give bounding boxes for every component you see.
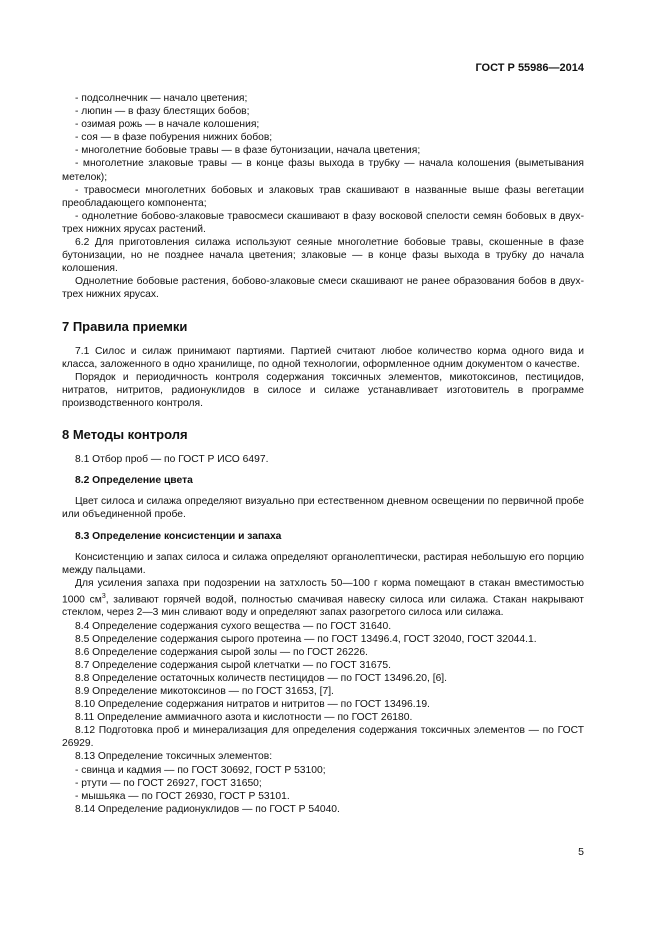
list-item: - мышьяка — по ГОСТ 26930, ГОСТ Р 53101. [75,790,290,802]
list-item: - ртути — по ГОСТ 26927, ГОСТ 31650; [75,777,262,789]
superscript-3: 3 [101,592,106,600]
list-item: - свинца и кадмия — по ГОСТ 30692, ГОСТ Р 53100; [75,764,326,776]
list-item: - подсолнечник — начало цветения; [75,93,248,104]
paragraph-7-1: 7.1 Силос и силаж принимают партиями. Партией считают любое количество корма одного вида и класса, заложенного в одно хранилище, по одной технологии, оформленное одним документом о качестве. [62,345,584,370]
section-8-title: 8 Методы контроля [62,427,188,443]
list-item: 8.7 Определение содержания сырой клетчатки — по ГОСТ 31675. [75,659,391,671]
list-item: 8.14 Определение радионуклидов — по ГОСТ Р 54040. [75,803,340,815]
list-item: 8.11 Определение аммиачного азота и кислотности — по ГОСТ 26180. [75,712,413,724]
paragraph-7-1-cont: Порядок и периодичность контроля содержания токсичных элементов, микотоксинов, пестицидов, нитратов, нитритов, радионуклидов в силосе и силаже устанавливает изготовитель в программе производственного контроля. [62,371,584,409]
list-item: - многолетние злаковые травы — в конце фазы выхода в трубку — начала колошения (выметывания метелок); [62,158,584,183]
list-item: 8.10 Определение содержания нитратов и нитритов — по ГОСТ 13496.19. [75,699,430,711]
heading-8-2: 8.2 Определение цвета [75,475,193,487]
list-item: 8.6 Определение содержания сырой золы — по ГОСТ 26226. [75,646,368,658]
paragraph-8-2: Цвет силоса и силажа определяют визуально при естественном дневном освещении по первичной пробе или объединенной пробе. [62,496,584,521]
list-item: - однолетние бобово-злаковые травосмеси скашивают в фазу восковой спелости семян бобовых в двух-трех нижних ярусах растений. [62,210,584,235]
paragraph-8-3b: Для усиления запаха при подозрении на затхлость 50—100 г корма помещают в стакан вместимостью 1000 $см^3$, заливают горячей водой, полностью смачивая навеску силоса или силажа. Стакан накрывают стеклом, через 2—3 мин сливают воду и определяют запах разогретого силоса или силажа. [62,577,584,619]
list-item: - многолетние бобовые травы — в фазе бутонизации, начала цветения; [75,145,421,157]
list-item: 8.13 Определение токсичных элементов: [75,751,273,763]
list-item: 8.12 Подготовка проб и минерализация для определения содержания токсичных элементов — по ГОСТ 26929. [62,725,584,750]
paragraph-6-2-cont: Однолетние бобовые растения, бобово-злаковые смеси скашивают не ранее образования бобов в двух-трех нижних ярусах. [62,276,584,301]
section-7-title: 7 Правила приемки [62,318,188,334]
list-item: - люпин — в фазу блестящих бобов; [75,106,250,118]
list-item: 8.8 Определение остаточных количеств пестицидов — по ГОСТ 13496.20, [6]. [75,672,448,684]
paragraph-8-3a: Консистенцию и запах силоса и силажа определяют органолептически, растирая небольшую его порцию между пальцами. [62,551,584,576]
page-number: 5 [578,846,584,858]
list-item: - травосмеси многолетних бобовых и злаковых трав скашивают в названные выше фазы вегетации преобладающего компонента; [62,184,584,209]
list-item: - соя — в фазе побурения нижних бобов; [75,132,273,144]
heading-8-3: 8.3 Определение консистенции и запаха [75,530,282,542]
paragraph-6-2: 6.2 Для приготовления силажа используют сеяные многолетние бобовые травы, скошенные в фазе бутонизации, но не позднее начала цветения; злаковые — в конце фазы выхода в трубку до начала колошения. [62,237,584,275]
paragraph-8-1: 8.1 Отбор проб — по ГОСТ Р ИСО 6497. [75,454,269,466]
standard-header: ГОСТ Р 55986—2014 [475,62,584,74]
list-item: 8.4 Определение содержания сухого вещества — по ГОСТ 31640. [75,620,392,632]
list-item: - озимая рожь — в начале колошения; [75,119,260,131]
page-content [62,92,584,816]
list-item: 8.9 Определение микотоксинов — по ГОСТ 31653, [7]. [75,685,334,697]
list-item: 8.5 Определение содержания сырого протеина — по ГОСТ 13496.4, ГОСТ 32040, ГОСТ 32044.1. [75,633,537,645]
